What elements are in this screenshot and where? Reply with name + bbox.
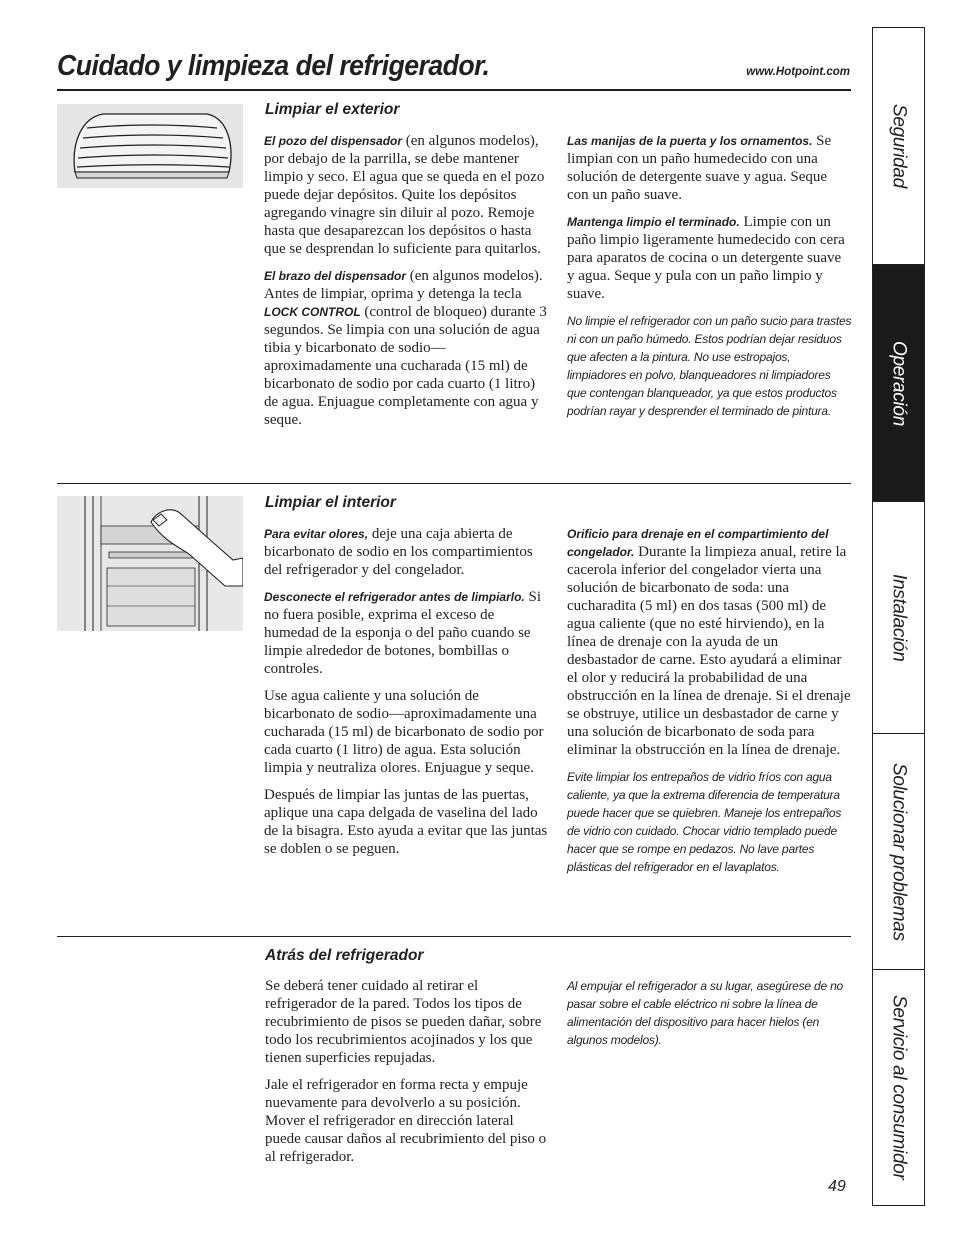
section-heading-behind: Atrás del refrigerador [265, 947, 424, 964]
interior-right-column [567, 525, 852, 885]
behind-left-column [265, 977, 550, 1175]
paragraph-odors: Para evitar olores, deje una caja abierta de bicarbonato de sodio en los compartimientos del refrigerador y del congelador. [264, 526, 533, 578]
tab-seguridad[interactable]: Seguridad [873, 28, 924, 265]
section-divider-1 [57, 483, 851, 484]
paragraph-door-handles: Las manijas de la puerta y los ornamentos. Se limpian con un paño humedecido con una solución de detergente suave y agua. Seque con un paño suave. [567, 133, 832, 203]
paragraph-dispenser-arm: El brazo del dispensador (en algunos modelos). Antes de limpiar, oprima y detenga la tecla LOCK CONTROL (control de bloqueo) durante 3 segundos. Se limpia con una solución de agua tibia y bicarbonato de sodio—aproximadamente una cucharada (15 ml) de bicarbonato de sodio por cada cuarto (1 litro) de agua. Enjuague completamente con agua y seque. [264, 268, 547, 428]
section-tab-bar [872, 27, 925, 1206]
tab-operacion[interactable]: Operación [873, 265, 924, 502]
page-title: Cuidado y limpieza del refrigerador. [57, 50, 490, 82]
interior-left-column [264, 525, 549, 867]
paragraph-pull-straight: Jale el refrigerador en forma recta y empuje nuevamente para devolverlo a su posición. Mover el refrigerador en dirección lateral puede causar daños al recubrimiento del piso o al refrigerador. [265, 1077, 547, 1165]
header-rule [57, 89, 851, 91]
exterior-right-column [567, 132, 852, 429]
exterior-left-column [264, 132, 549, 438]
note-interior: Evite limpiar los entrepaños de vidrio fríos con agua caliente, ya que la extrema diferencia de temperatura puede hacer que se quiebren. Maneje los entrepaños de vidrio con cuidado. Chocar vidrio templado puede hacer que se rompe en pedazos. No lave partes plásticas del refrigerador en el lavaplatos. [567, 770, 842, 874]
paragraph-door-gaskets: Después de limpiar las juntas de las puertas, aplique una capa delgada de vaselina del lado de la bisagra. Esto ayuda a evitar que las juntas se doblen o se peguen. [264, 787, 548, 857]
section-divider-2 [57, 936, 851, 937]
paragraph-moving-care: Se deberá tener cuidado al retirar el refrigerador de la pared. Todos los tipos de recubrimiento de pisos se pueden dañar, sobre todo los recubrimientos acojinados y los que tienen superficies repujadas. [265, 978, 542, 1066]
tab-servicio-al-consumidor[interactable]: Servicio al consumidor [888, 995, 910, 1180]
dispenser-tray-illustration [57, 104, 243, 188]
website-url[interactable]: www.Hotpoint.com [746, 66, 850, 78]
tab-instalacion[interactable]: Instalación [873, 502, 924, 734]
paragraph-freezer-drain: Orificio para drenaje en el compartimiento del congelador. Durante la limpieza anual, retire la cacerola inferior del congelador vierta una solución de bicarbonato de soda: una cucharadita (5 ml) en dos tasas (500 ml) de agua caliente (que no esté hirviendo), en la línea de drenaje con la ayuda de un desbastador de carne. Esto ayudará a eliminar el olor y reducirá la probabilidad de una obstrucción en la línea de drenaje. Si el drenaje se obstruye, utilice un desbastador de carne y una solución de bicarbonato de soda para eliminar la obstrucción en la línea de drenaje. [567, 527, 851, 758]
paragraph-finish: Mantenga limpio el terminado. Limpie con un paño limpio ligeramente humedecido con cera para aparatos de cocina o un detergente suave y agua. Seque y pula con un paño limpio y suave. [567, 214, 845, 302]
lock-control-key-label: LOCK CONTROL [264, 305, 361, 319]
note-exterior: No limpie el refrigerador con un paño sucio para trastes ni con un paño húmedo. Estos podrían dejar residuos que afecten a la pintura. No use estropajos, limpiadores en polvo, blanqueadores ni limpiadores que contengan blanqueador, ya que estos productos podrían rayar y desprender el terminado de pintura. [567, 314, 852, 418]
paragraph-unplug: Desconecte el refrigerador antes de limpiarlo. Si no fuera posible, exprima el exceso de humedad de la esponja o del paño cuando se limpie alrededor de botones, bombillas o controles. [264, 589, 542, 677]
paragraph-baking-soda: Use agua caliente y una solución de bicarbonato de sodio—aproximadamente una cucharada (15 ml) de bicarbonato de sodio por cada cuarto (1 litro) de agua. Esta solución limpia y neutraliza olores. Enjuague y seque. [264, 688, 544, 776]
paragraph-dispenser-well: El pozo del dispensador (en algunos modelos), por debajo de la parrilla, se debe mantener limpio y seco. El agua que se queda en el pozo puede dejar depósitos. Quite los depósitos agregando vinagre sin diluir al pozo. Remoje hasta que desaparezcan los depósitos o hasta que se desprendan lo suficiente para quitarlos. [264, 133, 545, 257]
section-heading-interior: Limpiar el interior [265, 494, 396, 511]
interior-cleaning-illustration [57, 496, 243, 631]
tab-solucionar-problemas[interactable]: Solucionar problemas [873, 734, 924, 970]
page-number: 49 [828, 1178, 846, 1195]
note-behind: Al empujar el refrigerador a su lugar, asegúrese de no pasar sobre el cable eléctrico ni sobre la línea de alimentación del dispositivo para hacer hielos (en algunos modelos). [567, 979, 844, 1047]
behind-right-column [567, 977, 852, 1058]
section-heading-exterior: Limpiar el exterior [265, 101, 400, 118]
